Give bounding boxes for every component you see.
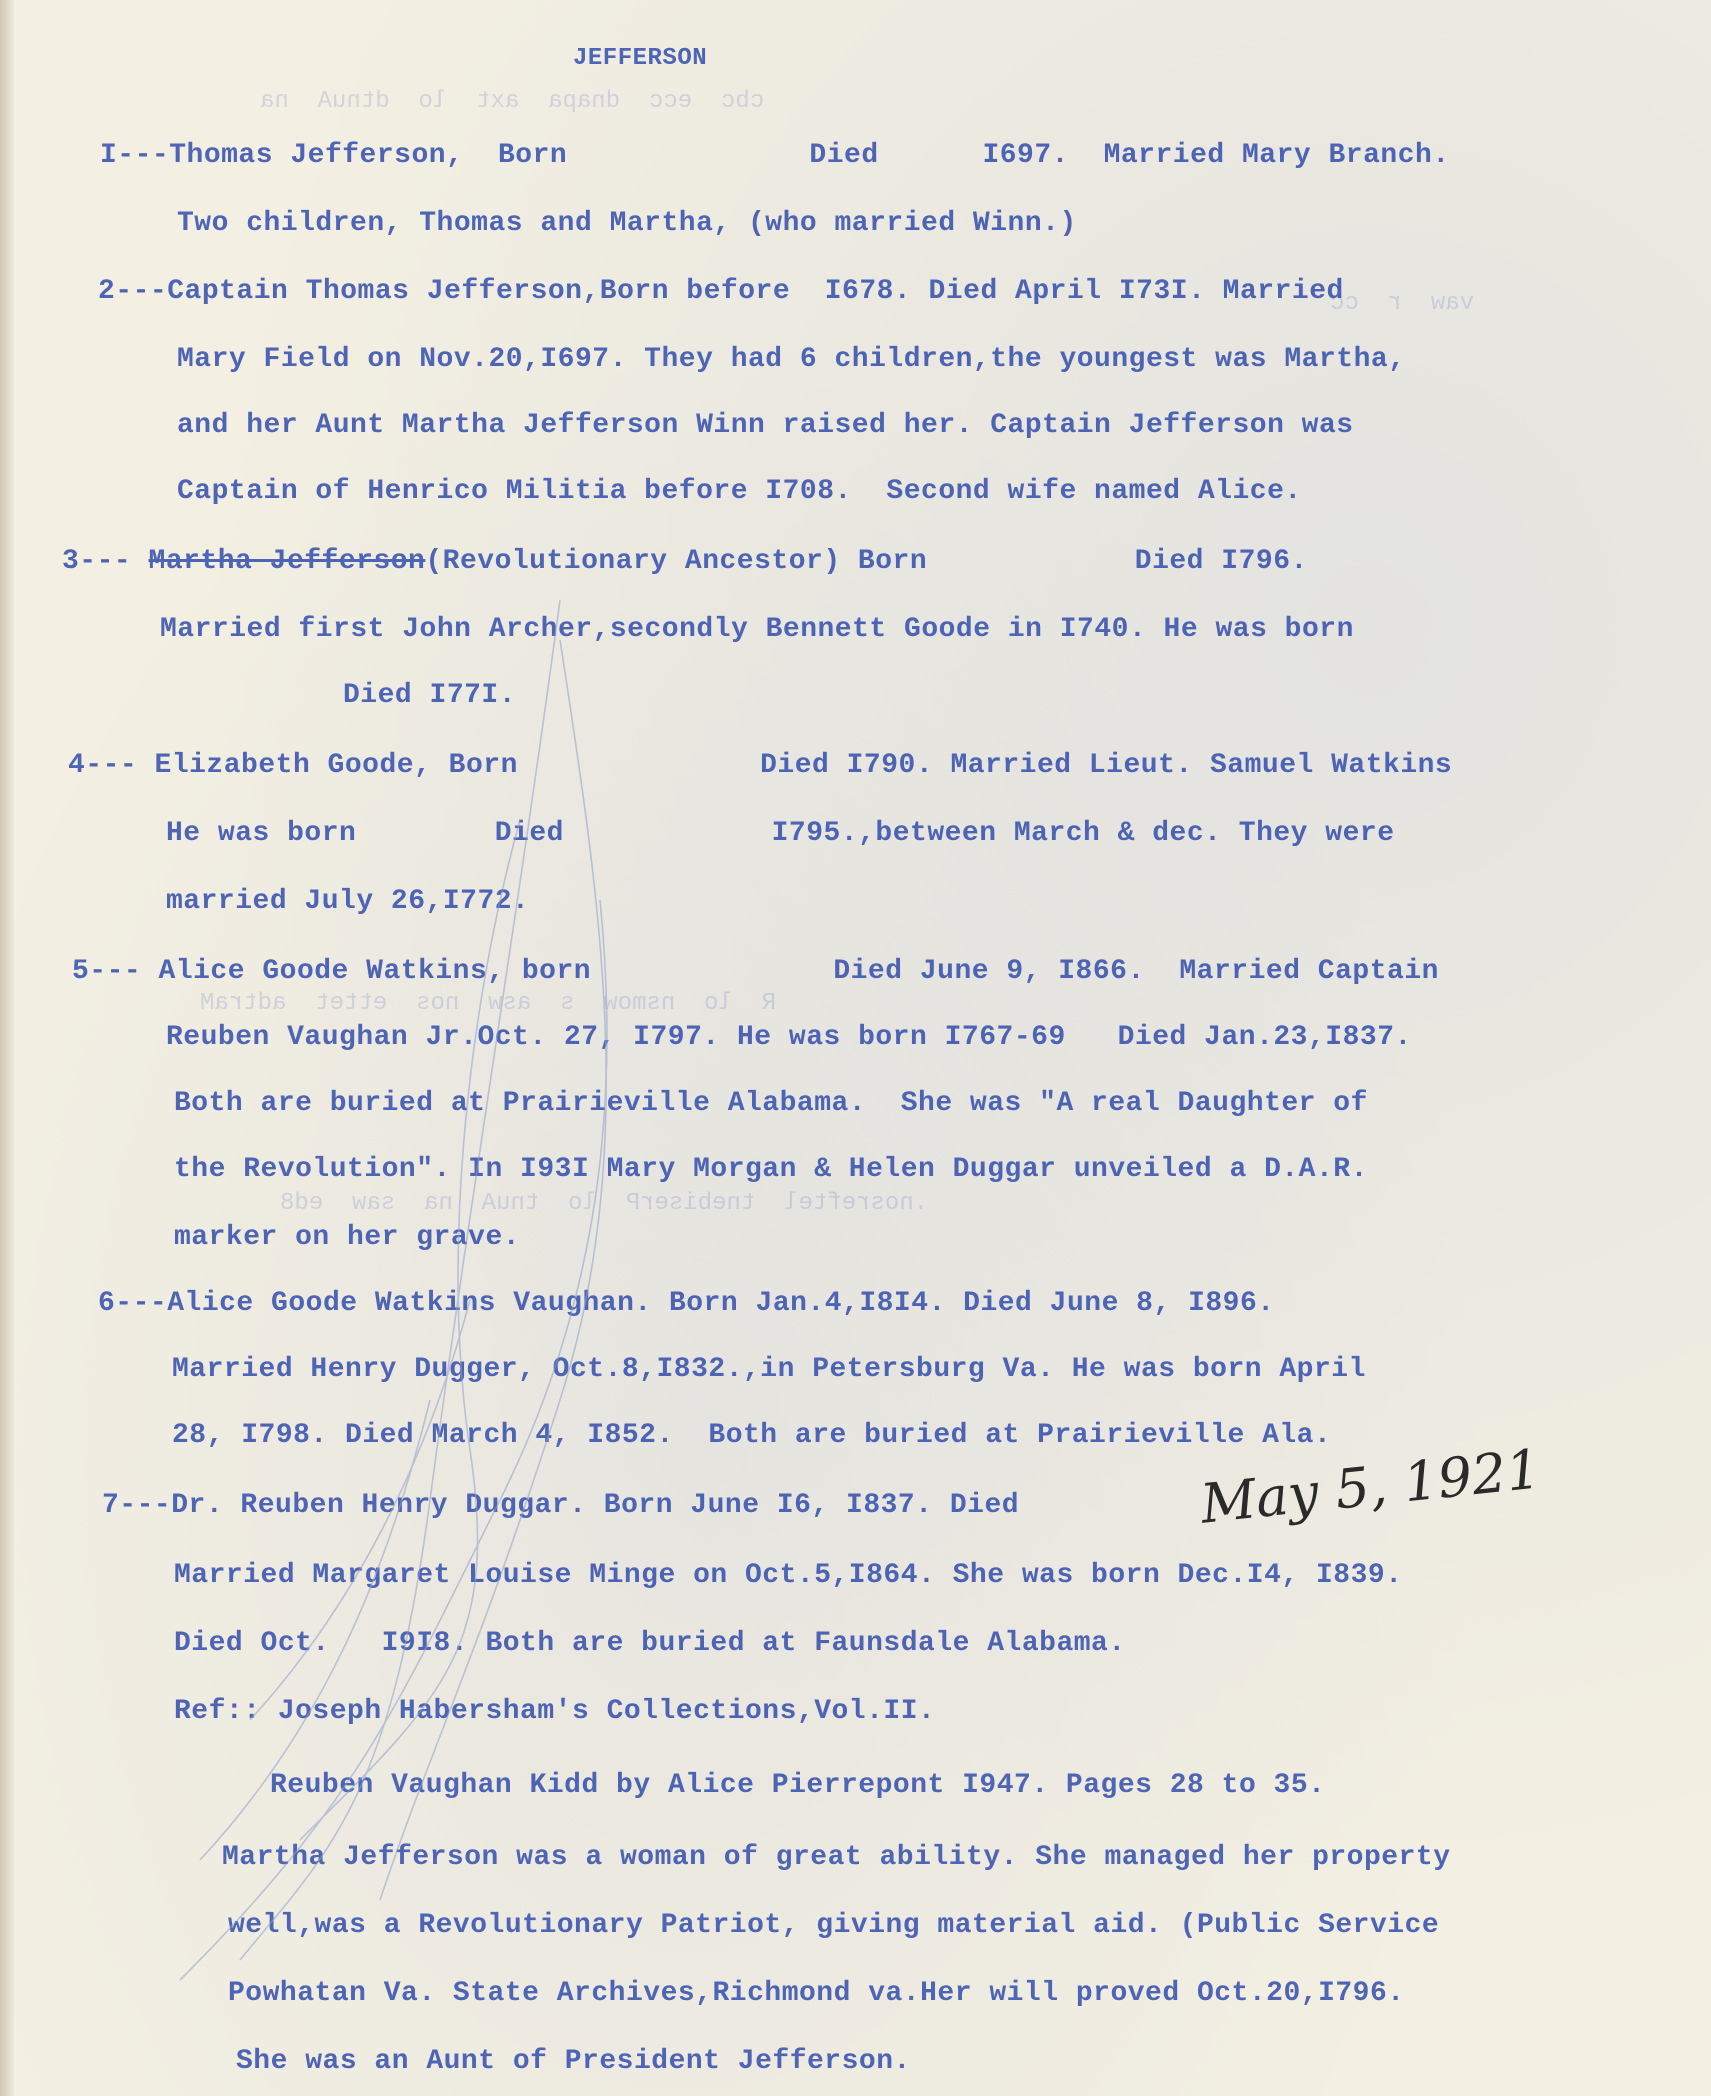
bleed-text: vaw r cc	[1330, 290, 1475, 317]
note-line: Powhatan Va. State Archives,Richmond va.Her will proved Oct.20,I796.	[228, 1978, 1405, 2009]
entry-line: 2---Captain Thomas Jefferson,Born before I678. Died April I73I. Married	[98, 276, 1344, 307]
entry-line: 7---Dr. Reuben Henry Duggar. Born June I6, I837. Died	[102, 1490, 1020, 1521]
page-edge	[0, 0, 14, 2096]
entry-line: 28, I798. Died March 4, I852. Both are buried at Prairieville Ala.	[172, 1420, 1332, 1451]
entry-line: 3--- Martha Jefferson(Revolutionary Ancestor) Born Died I796.	[62, 546, 1308, 577]
entry-line: Reuben Vaughan Jr.Oct. 27, I797. He was born I767-69 Died Jan.23,I837.	[166, 1022, 1412, 1053]
page-title: JEFFERSON	[573, 45, 708, 72]
entry-line: and her Aunt Martha Jefferson Winn raised her. Captain Jefferson was	[177, 410, 1354, 441]
reference-line: Reuben Vaughan Kidd by Alice Pierrepont I947. Pages 28 to 35.	[270, 1770, 1326, 1801]
entry-line: Married first John Archer,secondly Bennett Goode in I740. He was born	[160, 614, 1354, 645]
entry-line: He was born Died I795.,between March & dec. They were	[166, 818, 1395, 849]
note-line: She was an Aunt of President Jefferson.	[236, 2046, 911, 2077]
entry-line: I---Thomas Jefferson, Born Died I697. Married Mary Branch.	[100, 140, 1450, 171]
entry-line: Mary Field on Nov.20,I697. They had 6 children,the youngest was Martha,	[177, 344, 1406, 375]
entry-line: Died I77I.	[343, 680, 517, 711]
entry-line: marker on her grave.	[174, 1222, 521, 1253]
reference-line: Ref:: Joseph Habersham's Collections,Vol.II.	[174, 1696, 936, 1727]
entry-line: Captain of Henrico Militia before I708. Second wife named Alice.	[177, 476, 1302, 507]
entry-line: married July 26,I772.	[166, 886, 530, 917]
entry-line: 4--- Elizabeth Goode, Born Died I790. Married Lieut. Samuel Watkins	[68, 750, 1453, 781]
entry-line: 5--- Alice Goode Watkins, born Died June 9, I866. Married Captain	[72, 956, 1439, 987]
note-line: Martha Jefferson was a woman of great ability. She managed her property	[222, 1842, 1451, 1873]
struck-name: Martha Jefferson	[148, 546, 426, 577]
entry-line: Died Oct. I9I8. Both are buried at Faunsdale Alabama.	[174, 1628, 1126, 1659]
note-line: well,was a Revolutionary Patriot, giving material aid. (Public Service	[228, 1910, 1440, 1941]
bleed-text: cbc ecc dnapa axt lo dtnuA na	[260, 88, 765, 115]
bleed-text: .nosreftel tnebiserP lo tnuA na saw ed8	[280, 1190, 929, 1217]
entry-line: Married Henry Dugger, Oct.8,I832.,in Petersburg Va. He was born April	[172, 1354, 1366, 1385]
entry-line: 6---Alice Goode Watkins Vaughan. Born Jan.4,I8I4. Died June 8, I896.	[98, 1288, 1275, 1319]
entry-line: the Revolution". In I93I Mary Morgan & Helen Duggar unveiled a D.A.R.	[174, 1154, 1368, 1185]
bleed-text: R lo nsmow s asw nos ettet adtraM	[200, 990, 777, 1017]
entry-line: Two children, Thomas and Martha, (who married Winn.)	[177, 208, 1077, 239]
handwritten-date: May 5, 1921	[1197, 1437, 1544, 1536]
entry-line: Both are buried at Prairieville Alabama. She was "A real Daughter of	[174, 1088, 1368, 1119]
entry-line: Married Margaret Louise Minge on Oct.5,I864. She was born Dec.I4, I839.	[174, 1560, 1403, 1591]
